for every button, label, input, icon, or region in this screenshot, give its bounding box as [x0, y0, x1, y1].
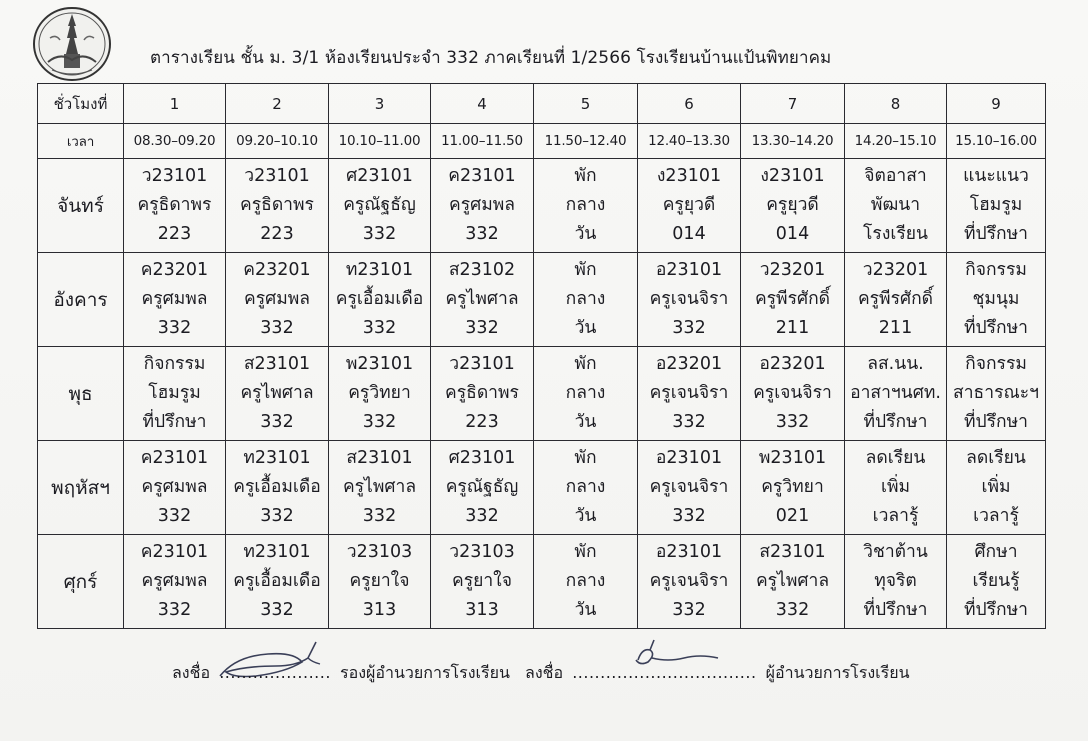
period-time: 13.30–14.20 [741, 124, 845, 159]
slot-room: 313 [362, 600, 397, 620]
slot-teacher: ครูเอื้อมเดือ [335, 289, 424, 309]
schedule-slot [431, 159, 534, 253]
slot-subject: ค23201 [140, 260, 209, 280]
schedule-title: ตารางเรียน ชั้น ม. 3/1 ห้องเรียนประจำ 332 ภาคเรียนที่ 1/2566 โรงเรียนบ้านแป้นพิทยาคม [150, 48, 832, 68]
slot-teacher: ทุจริต [874, 571, 917, 591]
slot-subject: ว23101 [141, 166, 208, 186]
slot-subject: ว23201 [759, 260, 826, 280]
slot-teacher: ครูเจนจิรา [649, 477, 729, 497]
slot-room: 332 [465, 224, 499, 244]
slot-teacher: ครูยาใจ [452, 571, 512, 591]
slot-subject: กิจกรรม [965, 354, 1027, 374]
school-seal-icon [30, 4, 114, 84]
slot-teacher: ครูวิทยา [348, 383, 411, 403]
schedule-slot [431, 441, 534, 535]
schedule-slot [431, 347, 534, 441]
schedule-slot [638, 441, 741, 535]
slot-room: 332 [775, 412, 810, 432]
schedule-slot [124, 159, 226, 253]
slot-room: 014 [672, 224, 706, 244]
slot-room: 332 [260, 506, 294, 526]
slot-teacher: ครูพีรศักดิ์ [754, 289, 831, 309]
schedule-slot [845, 253, 947, 347]
schedule-slot [329, 535, 431, 629]
day-row [38, 159, 1046, 253]
slot-subject: ศ23101 [448, 448, 516, 468]
slot-room: 332 [465, 506, 499, 526]
period-time: 09.20–10.10 [226, 124, 329, 159]
slot-room: 223 [157, 224, 192, 244]
slot-teacher: ครูไพศาล [342, 477, 417, 497]
slot-subject: อ23101 [655, 448, 723, 468]
schedule-slot [845, 347, 947, 441]
period-number: 4 [431, 84, 534, 124]
schedule-slot [329, 159, 431, 253]
signature-line [172, 661, 914, 686]
slot-subject: วิชาต้าน [863, 542, 928, 562]
day-name: พุธ [38, 347, 124, 441]
time-header-label: เวลา [38, 124, 124, 159]
slot-teacher: ครูศมพล [141, 289, 208, 309]
slot-subject: ศ23101 [346, 166, 413, 186]
slot-room: ที่ปรึกษา [863, 412, 928, 432]
day-name: จันทร์ [38, 159, 124, 253]
slot-teacher: ครูศมพล [243, 289, 310, 309]
slot-room: ที่ปรึกษา [963, 224, 1028, 244]
period-number: 2 [226, 84, 329, 124]
period-number: 8 [845, 84, 947, 124]
schedule-slot [534, 441, 638, 535]
schedule-slot [431, 535, 534, 629]
slot-subject: พัก [574, 260, 597, 280]
slot-room: ที่ปรึกษา [963, 412, 1028, 432]
slot-subject: ง23101 [656, 166, 722, 186]
slot-subject: ค23101 [140, 542, 209, 562]
slot-subject: ว23101 [244, 166, 310, 186]
slot-subject: พัก [574, 166, 597, 186]
slot-room: วัน [574, 600, 597, 620]
slot-subject: แนะแนว [963, 166, 1029, 186]
slot-teacher: ครูเอื้อมเดือ [233, 477, 321, 497]
sign-dots-2: ................................. [572, 663, 757, 682]
schedule-slot [329, 347, 431, 441]
day-row [38, 253, 1046, 347]
slot-room: โรงเรียน [863, 224, 928, 244]
schedule-slot [741, 347, 845, 441]
slot-room: วัน [574, 224, 597, 244]
slot-teacher: ครูไพศาล [445, 289, 519, 309]
slot-room: ที่ปรึกษา [963, 600, 1028, 620]
period-time: 14.20–15.10 [845, 124, 947, 159]
slot-room: วัน [574, 318, 597, 338]
slot-room: 332 [672, 318, 706, 338]
slot-subject: พ23101 [758, 448, 827, 468]
slot-subject: ว23103 [346, 542, 413, 562]
slot-room: 014 [775, 224, 810, 244]
day-name: พฤหัสฯ [38, 441, 124, 535]
slot-room: 021 [775, 506, 810, 526]
schedule-slot [431, 253, 534, 347]
slot-subject: ว23103 [449, 542, 515, 562]
period-header-label: ชั่วโมงที่ [38, 84, 124, 124]
period-time: 12.40–13.30 [638, 124, 741, 159]
slot-subject: ท23101 [345, 260, 414, 280]
schedule-slot [638, 535, 741, 629]
schedule-slot [124, 441, 226, 535]
slot-room: 332 [157, 318, 192, 338]
period-number: 6 [638, 84, 741, 124]
sign-role-1: รองผู้อำนวยการโรงเรียน [340, 663, 510, 682]
slot-teacher: ครูณัฐธัญ [343, 195, 416, 215]
schedule-slot [741, 535, 845, 629]
class-schedule-table [37, 83, 1046, 629]
schedule-slot [534, 535, 638, 629]
slot-subject: ส23101 [243, 354, 311, 374]
schedule-slot [845, 535, 947, 629]
slot-subject: ง23101 [760, 166, 825, 186]
slot-teacher: ครูเจนจิรา [649, 289, 729, 309]
slot-room: 223 [260, 224, 294, 244]
slot-subject: พัก [574, 354, 597, 374]
schedule-slot [741, 159, 845, 253]
slot-subject: กิจกรรม [143, 354, 206, 374]
slot-subject: อ23101 [655, 542, 723, 562]
slot-room: 332 [157, 506, 192, 526]
slot-subject: อ23201 [655, 354, 723, 374]
slot-teacher: ครูศมพล [448, 195, 515, 215]
slot-teacher: ครูไพศาล [755, 571, 830, 591]
slot-subject: ค23101 [140, 448, 209, 468]
slot-room: ที่ปรึกษา [142, 412, 207, 432]
slot-room: ที่ปรึกษา [963, 318, 1028, 338]
slot-room: 332 [672, 600, 706, 620]
slot-subject: ลดเรียน [865, 448, 926, 468]
schedule-slot [638, 253, 741, 347]
slot-room: 332 [672, 506, 706, 526]
schedule-slot [947, 253, 1046, 347]
schedule-slot [947, 535, 1046, 629]
slot-subject: ว23101 [449, 354, 515, 374]
slot-teacher: เพิ่ม [880, 477, 911, 497]
slot-teacher: ครูธิดาพร [137, 195, 212, 215]
period-time: 15.10–16.00 [947, 124, 1046, 159]
slot-subject: ส23101 [346, 448, 413, 468]
schedule-slot [124, 347, 226, 441]
slot-teacher: สาธารณะฯ [953, 383, 1039, 403]
slot-room: 223 [465, 412, 499, 432]
period-number: 9 [947, 84, 1046, 124]
schedule-slot [534, 159, 638, 253]
day-name: อังคาร [38, 253, 124, 347]
time-header-row [38, 124, 1046, 159]
slot-room: 211 [878, 318, 913, 338]
sign-role-2: ผู้อำนวยการโรงเรียน [765, 663, 910, 682]
slot-subject: ท23101 [243, 448, 311, 468]
slot-teacher: ครูวิทยา [761, 477, 824, 497]
slot-teacher: เรียนรู้ [972, 571, 1020, 591]
schedule-slot [329, 253, 431, 347]
slot-room: 332 [362, 506, 397, 526]
slot-subject: อ23201 [759, 354, 826, 374]
slot-room: 211 [775, 318, 810, 338]
schedule-slot [124, 535, 226, 629]
slot-room: 332 [362, 412, 397, 432]
slot-subject: พัก [574, 448, 597, 468]
schedule-slot [845, 441, 947, 535]
slot-room: 332 [362, 224, 397, 244]
period-time: 08.30–09.20 [124, 124, 226, 159]
slot-teacher: กลาง [565, 195, 606, 215]
day-name: ศุกร์ [38, 535, 124, 629]
slot-room: 313 [465, 600, 499, 620]
sign-label-1: ลงชื่อ [172, 663, 211, 682]
slot-teacher: กลาง [565, 289, 606, 309]
slot-teacher: เพิ่ม [981, 477, 1011, 497]
schedule-slot [947, 347, 1046, 441]
schedule-slot [947, 441, 1046, 535]
schedule-slot [226, 441, 329, 535]
slot-room: 332 [157, 600, 192, 620]
schedule-slot [124, 253, 226, 347]
slot-subject: กิจกรรม [965, 260, 1027, 280]
slot-teacher: ครูยุวดี [766, 195, 819, 215]
slot-teacher: ครูไพศาล [240, 383, 314, 403]
slot-subject: ว23201 [862, 260, 929, 280]
period-number: 1 [124, 84, 226, 124]
slot-subject: จิตอาสา [864, 166, 927, 186]
slot-teacher: โฮมรูม [969, 195, 1023, 215]
slot-teacher: ชุมนุม [972, 289, 1020, 309]
slot-room: 332 [672, 412, 706, 432]
slot-subject: ลดเรียน [966, 448, 1026, 468]
schedule-slot [638, 347, 741, 441]
slot-teacher: กลาง [565, 571, 606, 591]
slot-subject: ค23101 [448, 166, 516, 186]
slot-teacher: ครูยุวดี [662, 195, 716, 215]
schedule-slot [226, 253, 329, 347]
schedule-slot [741, 441, 845, 535]
slot-subject: พ23101 [345, 354, 414, 374]
period-time: 10.10–11.00 [329, 124, 431, 159]
slot-room: เวลารู้ [872, 506, 919, 526]
slot-subject: ส23101 [759, 542, 826, 562]
slot-teacher: ครูเจนจิรา [753, 383, 832, 403]
slot-teacher: ครูเจนจิรา [649, 571, 729, 591]
sign-label-2: ลงชื่อ [525, 663, 564, 682]
slot-teacher: พัฒนา [870, 195, 921, 215]
slot-room: วัน [574, 506, 597, 526]
period-header-row [38, 84, 1046, 124]
slot-teacher: ครูเจนจิรา [649, 383, 729, 403]
slot-room: วัน [574, 412, 597, 432]
slot-teacher: ครูศมพล [141, 477, 208, 497]
day-row [38, 347, 1046, 441]
slot-room: 332 [260, 600, 294, 620]
schedule-slot [534, 253, 638, 347]
sign-dots-1: .................... [219, 663, 331, 682]
slot-teacher: กลาง [565, 477, 606, 497]
schedule-slot [947, 159, 1046, 253]
slot-subject: ท23101 [243, 542, 311, 562]
day-row [38, 535, 1046, 629]
day-row [38, 441, 1046, 535]
slot-teacher: โฮมรูม [148, 383, 201, 403]
schedule-slot [329, 441, 431, 535]
slot-subject: ลส.นน. [867, 354, 924, 374]
slot-room: 332 [260, 412, 294, 432]
schedule-slot [845, 159, 947, 253]
slot-subject: ส23102 [448, 260, 516, 280]
slot-room: เวลารู้ [973, 506, 1019, 526]
period-number: 5 [534, 84, 638, 124]
slot-subject: ศึกษา [974, 542, 1018, 562]
schedule-slot [226, 535, 329, 629]
schedule-slot [638, 159, 741, 253]
slot-teacher: ครูธิดาพร [445, 383, 519, 403]
period-number: 7 [741, 84, 845, 124]
schedule-slot [226, 159, 329, 253]
slot-room: 332 [260, 318, 294, 338]
slot-room: 332 [775, 600, 810, 620]
slot-teacher: ครูยาใจ [349, 571, 410, 591]
slot-teacher: กลาง [565, 383, 606, 403]
slot-room: ที่ปรึกษา [863, 600, 928, 620]
slot-room: 332 [465, 318, 499, 338]
slot-teacher: ครูศมพล [141, 571, 208, 591]
schedule-slot [534, 347, 638, 441]
slot-subject: อ23101 [655, 260, 723, 280]
slot-teacher: ครูพีรศักดิ์ [857, 289, 934, 309]
slot-teacher: ครูณัฐธัญ [445, 477, 519, 497]
period-time: 11.50–12.40 [534, 124, 638, 159]
slot-room: 332 [362, 318, 397, 338]
slot-teacher: ครูธิดาพร [240, 195, 314, 215]
slot-teacher: ครูเอื้อมเดือ [233, 571, 321, 591]
schedule-slot [741, 253, 845, 347]
slot-subject: พัก [574, 542, 597, 562]
period-number: 3 [329, 84, 431, 124]
schedule-slot [226, 347, 329, 441]
period-time: 11.00–11.50 [431, 124, 534, 159]
slot-teacher: อาสาฯนศท. [850, 383, 941, 403]
slot-subject: ค23201 [243, 260, 311, 280]
